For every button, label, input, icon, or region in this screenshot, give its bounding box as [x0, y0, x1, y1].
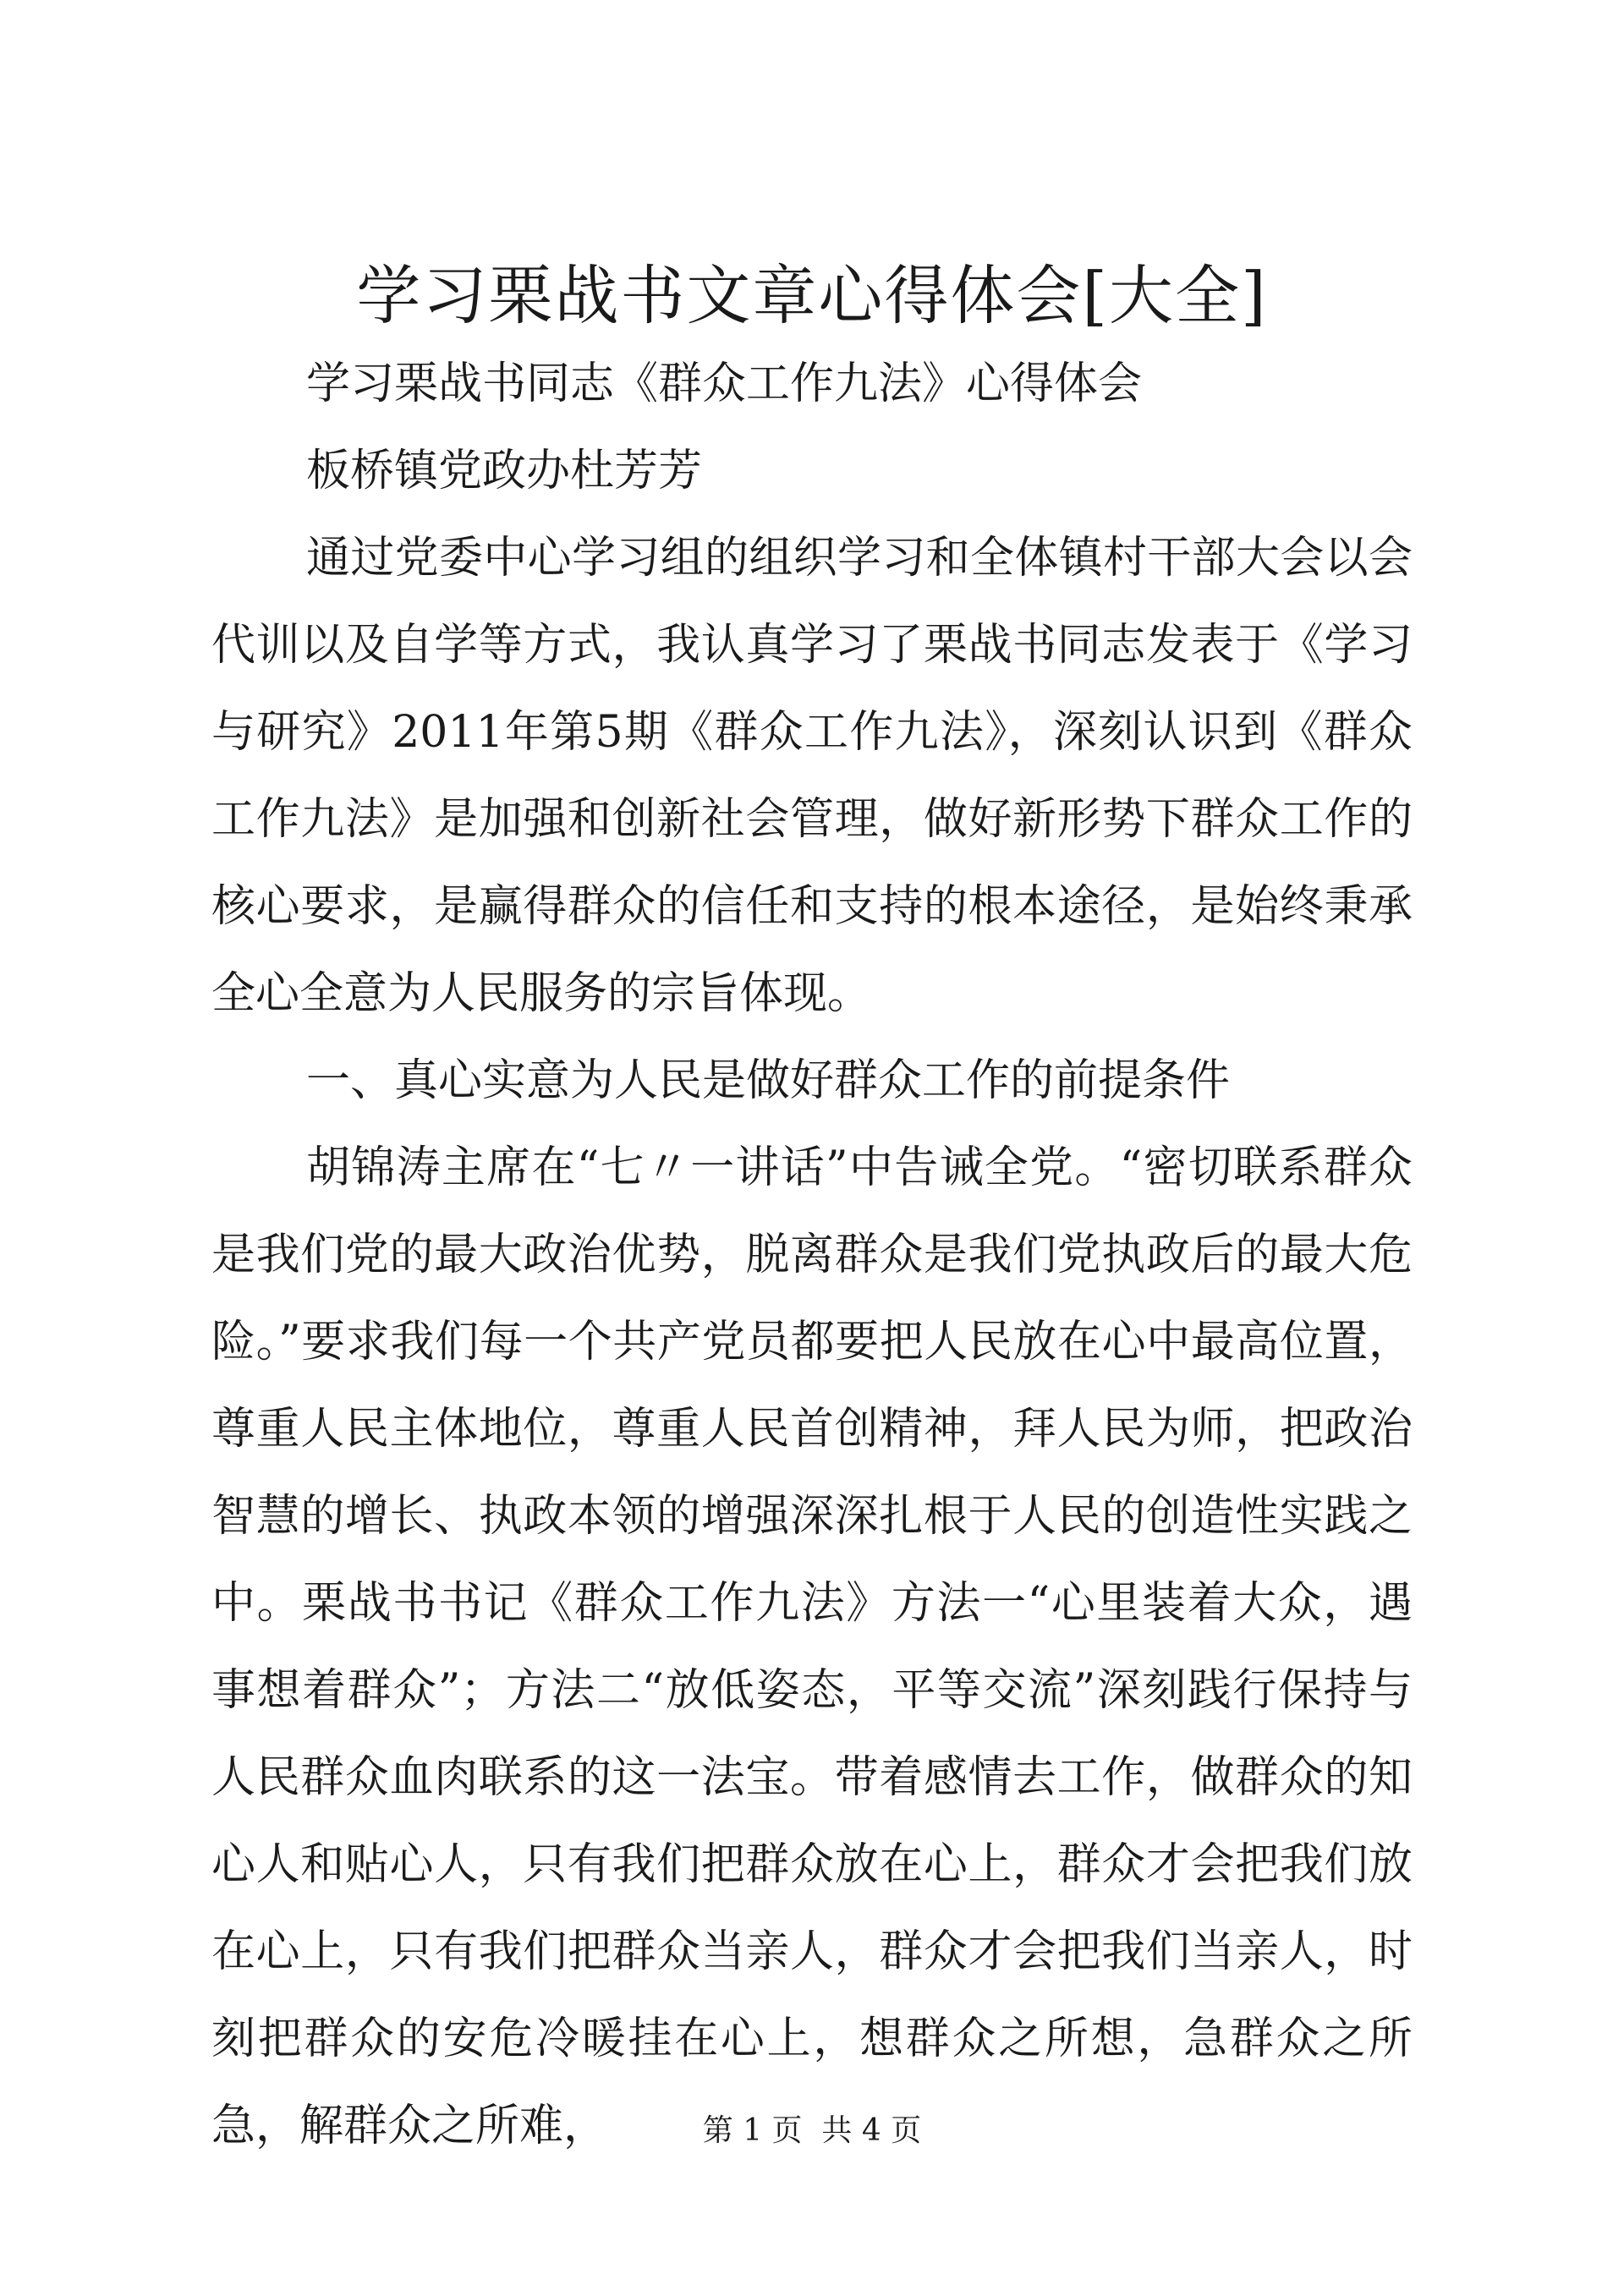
author-paragraph: 板桥镇党政办杜芳芳 [306, 446, 703, 496]
document-title: 学习栗战书文章心得体会[大全] [356, 258, 1268, 333]
section-heading: 一、真心实意为人民是做好群众工作的前提条件 [306, 1055, 1231, 1106]
body-paragraph: 胡锦涛主席在“七〃一讲话”中告诫全党。“密切联系群众是我们党的最大政治优势，脱离群众是我们党执政后的最大危险。”要求我们每一个共产党员都要把人民放在心中最高位置，尊重人民主体地位，尊重人民首创精神，拜人民为师，把政治智慧的增长、执政本领的增强深深扎根于人民的创造性实践之中。栗战书书记《群众工作九法》方法一“心里装着大众，遇事想着群众”；方法二“放低姿态，平等交流”深刻践行保持与人民群众血肉联系的这一法宝。带着感情去工作，做群众的知心人和贴心人，只有我们把群众放在心上，群众才会把我们放在心上，只有我们把群众当亲人，群众才会把我们当亲人，时刻把群众的安危冷暖挂在心上，想群众之所想，急群众之所急，解群众之所难， [211, 1143, 1413, 2151]
subtitle-paragraph: 学习栗战书同志《群众工作九法》心得体会 [306, 359, 1143, 409]
page-number-label: 第 1 页 共 4 页 [702, 2113, 922, 2148]
page-footer [0, 2110, 1624, 2152]
document-body [211, 341, 1413, 2170]
body-paragraph: 通过党委中心学习组的组织学习和全体镇村干部大会以会代训以及自学等方式，我认真学习了栗战书同志发表于《学习与研究》2011年第5期《群众工作九法》，深刻认识到《群众工作九法》是加强和创新社会管理，做好新形势下群众工作的核心要求，是赢得群众的信任和支持的根本途径，是始终秉承全心全意为人民服务的宗旨体现。 [211, 533, 1413, 1019]
